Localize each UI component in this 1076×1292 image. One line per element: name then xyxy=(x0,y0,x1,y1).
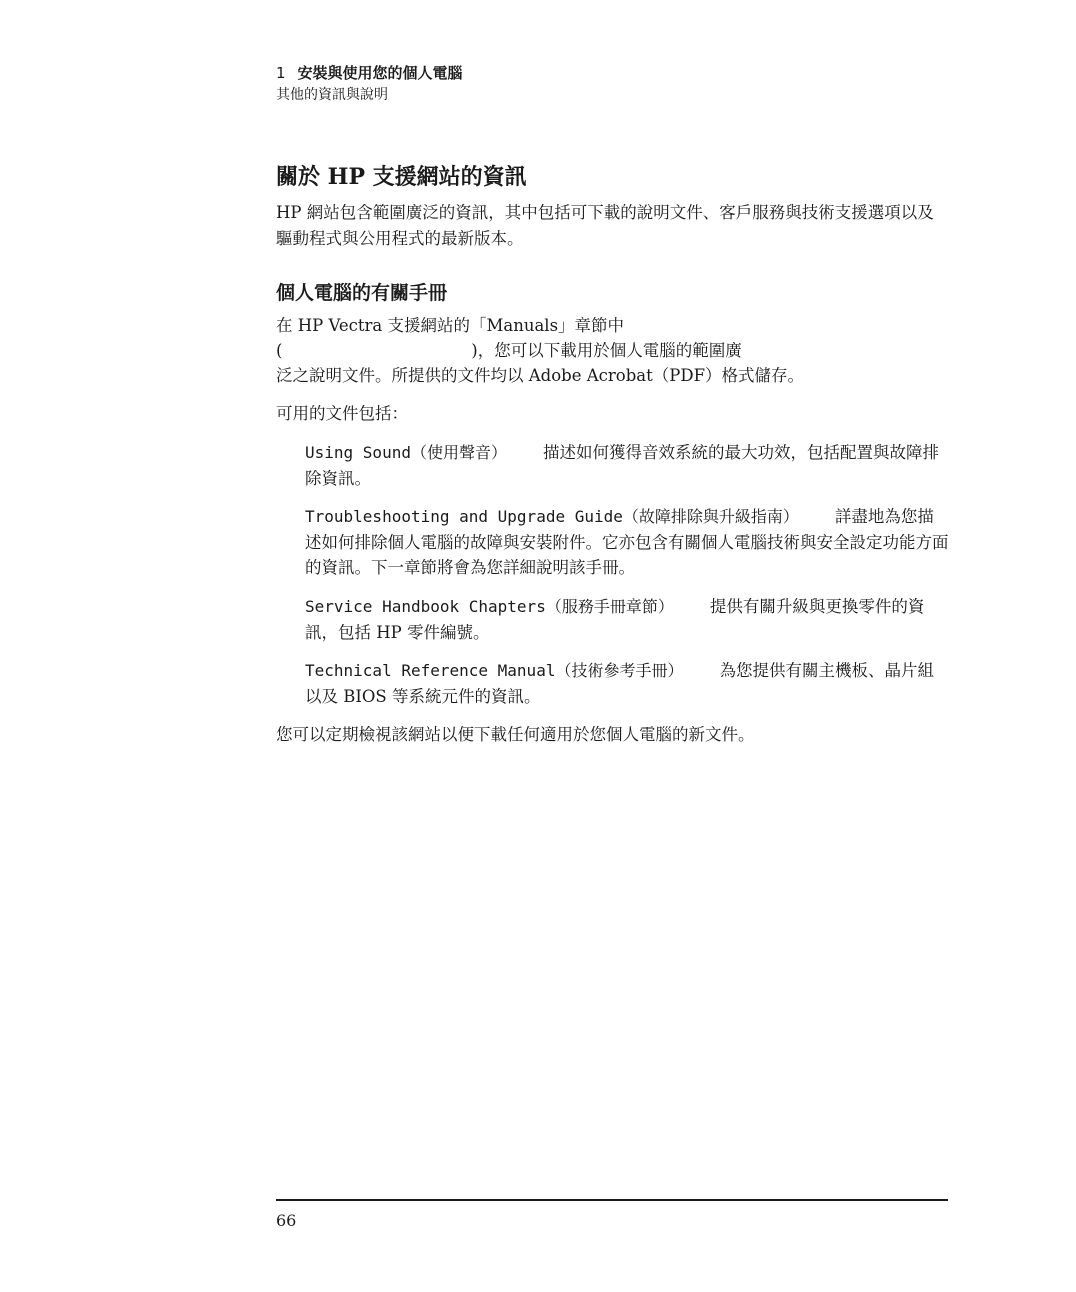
closing-paragraph: 您可以定期檢視該網站以便下載任何適用於您個人電腦的新文件。 xyxy=(276,725,755,744)
doc-item-term: Technical Reference Manual（技術參考手冊） xyxy=(305,661,684,680)
doc-item-desc: 詳盡地為您描述如何排除個人電腦的故障與安裝附件。它亦包含有關個人電腦技術與安全設定功能方面的資訊。下一章節將會為您詳細說明該手冊。 xyxy=(305,507,949,577)
doc-item-desc: 描述如何獲得音效系統的最大功效，包括配置與故障排除資訊。 xyxy=(305,443,939,488)
manuals-line-1: 在 HP Vectra 支援網站的「Manuals」章節中 xyxy=(276,316,625,335)
doc-item-technical-reference xyxy=(305,658,950,709)
doc-item-term: Using Sound（使用聲音） xyxy=(305,443,507,462)
doc-item-troubleshooting xyxy=(305,504,950,581)
manuals-heading: 個人電腦的有關手冊 xyxy=(276,282,448,304)
manuals-line-2: ( )，您可以下載用於個人電腦的範圍廣 xyxy=(276,341,742,360)
hp-support-heading: 關於 HP 支援網站的資訊 xyxy=(276,164,527,190)
running-header xyxy=(276,62,463,106)
chapter-heading xyxy=(276,62,463,84)
manuals-line-3: 泛之說明文件。所提供的文件均以 Adobe Acrobat（PDF）格式儲存。 xyxy=(276,366,805,385)
manuals-paragraph xyxy=(276,313,948,388)
hp-support-paragraph: HP 網站包含範圍廣泛的資訊，其中包括可下載的說明文件、客戶服務與技術支援選項以及驅動程式與公用程式的最新版本。 xyxy=(276,203,934,248)
doc-item-term: Troubleshooting and Upgrade Guide（故障排除與升級指南） xyxy=(305,507,799,526)
available-docs-intro: 可用的文件包括： xyxy=(276,404,408,423)
doc-item-term: Service Handbook Chapters（服務手冊章節） xyxy=(305,597,674,616)
section-title: 其他的資訊與說明 xyxy=(276,87,388,103)
doc-item-using-sound xyxy=(305,440,950,491)
chapter-title: 安裝與使用您的個人電腦 xyxy=(297,64,463,82)
doc-item-desc: 為您提供有關主機板、晶片組以及 BIOS 等系統元件的資訊。 xyxy=(305,661,934,706)
footer-divider xyxy=(276,1199,948,1201)
doc-item-service-handbook xyxy=(305,594,950,645)
doc-item-desc: 提供有關升級與更換零件的資訊，包括 HP 零件編號。 xyxy=(305,597,925,642)
chapter-number: 1 xyxy=(276,64,286,82)
page-number: 66 xyxy=(276,1211,297,1230)
